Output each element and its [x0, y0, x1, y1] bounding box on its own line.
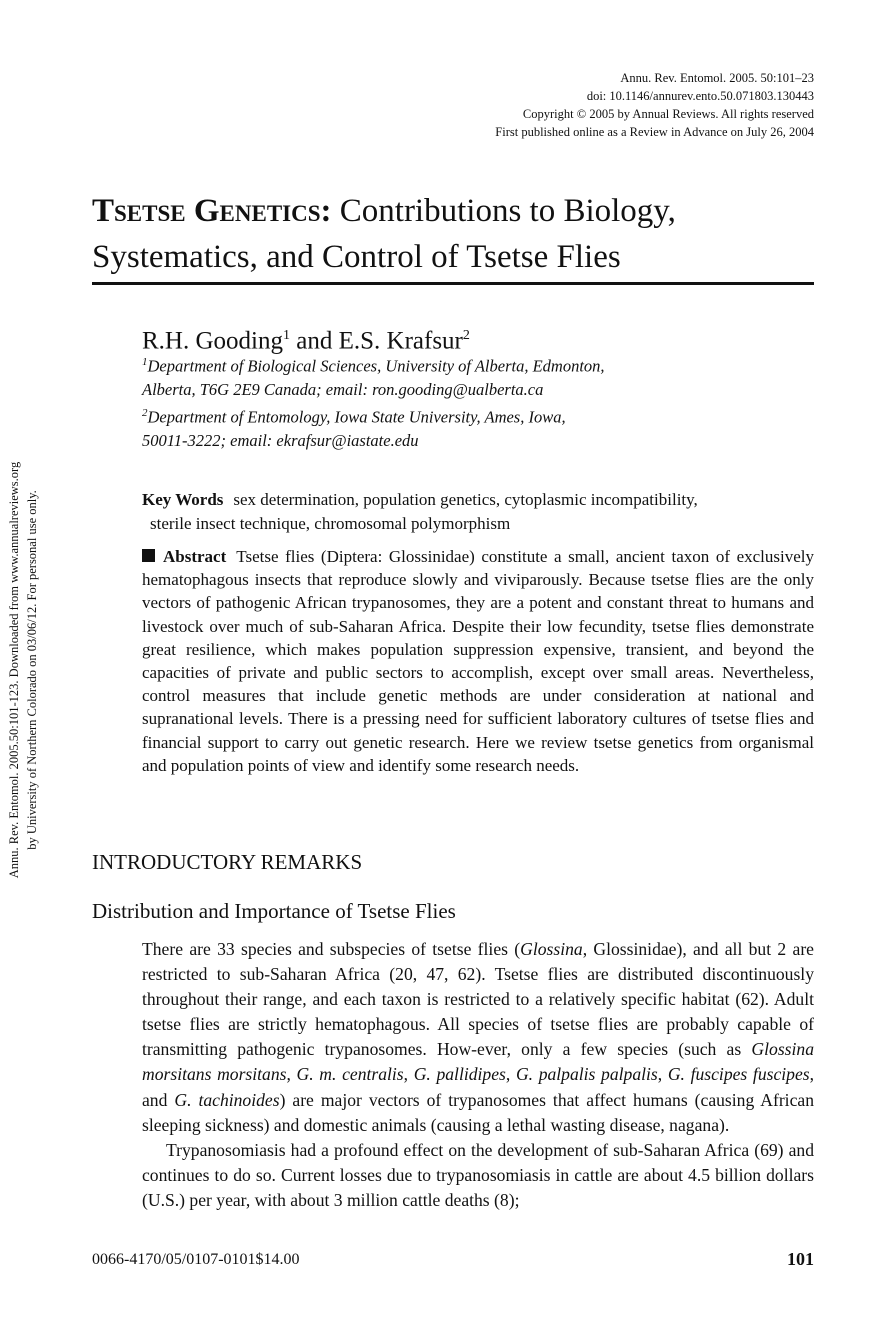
copyright-line: Copyright © 2005 by Annual Reviews. All rights reserved	[522, 107, 814, 121]
abstract-bullet-icon	[142, 549, 155, 562]
paragraph-2: Trypanosomiasis had a profound effect on the development of sub-Saharan Africa (69) and continues to do so. Current losses due to trypanosomiasis in cattle are about 4.5 billion dollars (U.S.) per year, with about 3 million cattle deaths (8);	[142, 1139, 814, 1210]
affil-2-line-2: 50011-3222; email: ekrafsur@iastate.edu	[142, 430, 419, 450]
section-heading: INTRODUCTORY REMARKS	[92, 850, 363, 874]
paragraph-1: There are 33 species and subspecies of tsetse flies (Glossina, Glossinidae), and all but 2 are restricted to sub-Saharan Africa (20, 47, 62). Tsetse flies are distributed discontinuously throughout their range, and each taxon is restricted to a relatively specific habitat (62). Adult tsetse flies are strictly hematophagous. All species of tsetse flies are probably capable of transmitting pathogenic trypanosomes. How-ever, only a few species (such as Glossina morsitans morsitans, G. m. centralis, G. pallidipes, G. palpalis palpalis, G. fuscipes fuscipes, and G. tachinoides) are major vectors of trypanosomes that affect humans (causing African sleeping sickness) and domestic animals (causing a lethal wasting disease, nagana).	[142, 939, 815, 1135]
title-rule	[92, 282, 814, 285]
author-1-sup: 1	[282, 328, 290, 343]
keywords-line-1: sex determination, population genetics, cytoplasmic incompatibility,	[233, 490, 698, 509]
keywords	[142, 488, 814, 535]
watermark-line-2: by University of Northern Colorado on 03/06/12. For personal use only.	[24, 490, 39, 850]
journal-header	[495, 69, 814, 141]
subsection-heading: Distribution and Importance of Tsetse Flies	[92, 899, 456, 923]
affil-1-line-1: Department of Biological Sciences, University of Alberta, Edmonton,	[147, 356, 605, 376]
author-conjunction: and	[289, 327, 339, 355]
article-title	[92, 188, 816, 280]
title-line-1: Contributions to Biology,	[331, 193, 676, 229]
affiliations	[142, 351, 822, 452]
keywords-label: Key Words	[142, 490, 224, 509]
affil-1-line-2: Alberta, T6G 2E9 Canada; email: ron.gooding@ualberta.ca	[142, 380, 544, 399]
affil-2-sup: 2	[142, 406, 148, 419]
author-1: R.H. Gooding	[142, 327, 283, 355]
abstract	[142, 545, 814, 777]
watermark-line-1: Annu. Rev. Entomol. 2005.50:101-123. Downloaded from www.annualreviews.org	[7, 461, 21, 879]
affil-2-line-1: Department of Entomology, Iowa State University, Ames, Iowa,	[147, 407, 566, 426]
abstract-label: Abstract	[163, 547, 227, 566]
title-bold-part: Tsetse Genetics:	[92, 193, 332, 229]
doi-line: doi: 10.1146/annurev.ento.50.071803.130443	[586, 89, 814, 103]
citation-line: Annu. Rev. Entomol. 2005. 50:101–23	[620, 71, 814, 85]
page-number: 101	[787, 1249, 814, 1269]
affil-1-sup: 1	[142, 356, 148, 368]
author-2-sup: 2	[462, 328, 470, 343]
abstract-text: Tsetse flies (Diptera: Glossinidae) constitute a small, ancient taxon of exclusively hematophagous insects that reproduce slowly and viviparously. Because tsetse flies are the only vectors of pathogenic African trypanosomes, they are a potent and constant threat to humans and livestock over much of sub-Saharan Africa. Despite their low fecundity, tsetse flies demonstrate great resilience, which makes population suppression expensive, transient, and beyond the capacities of private and public sectors to accomplish, except over small areas. Nevertheless, control measures that include genetic methods are under consideration at national and supranational levels. There is a pressing need for sufficient laboratory cultures of tsetse flies and financial support to carry out genetic research. Here we review tsetse genetics from organismal and population points of view and identify some research needs.	[142, 547, 814, 775]
body-text	[142, 937, 814, 1213]
keywords-line-2: sterile insect technique, chromosomal polymorphism	[150, 513, 511, 533]
author-2: E.S. Krafsur	[338, 327, 463, 355]
title-line-2: Systematics, and Control of Tsetse Flies	[92, 239, 621, 275]
article-code: 0066-4170/05/0107-0101$14.00	[92, 1251, 300, 1268]
published-online-line: First published online as a Review in Advance on July 26, 2004	[495, 125, 814, 139]
download-watermark	[6, 390, 42, 950]
